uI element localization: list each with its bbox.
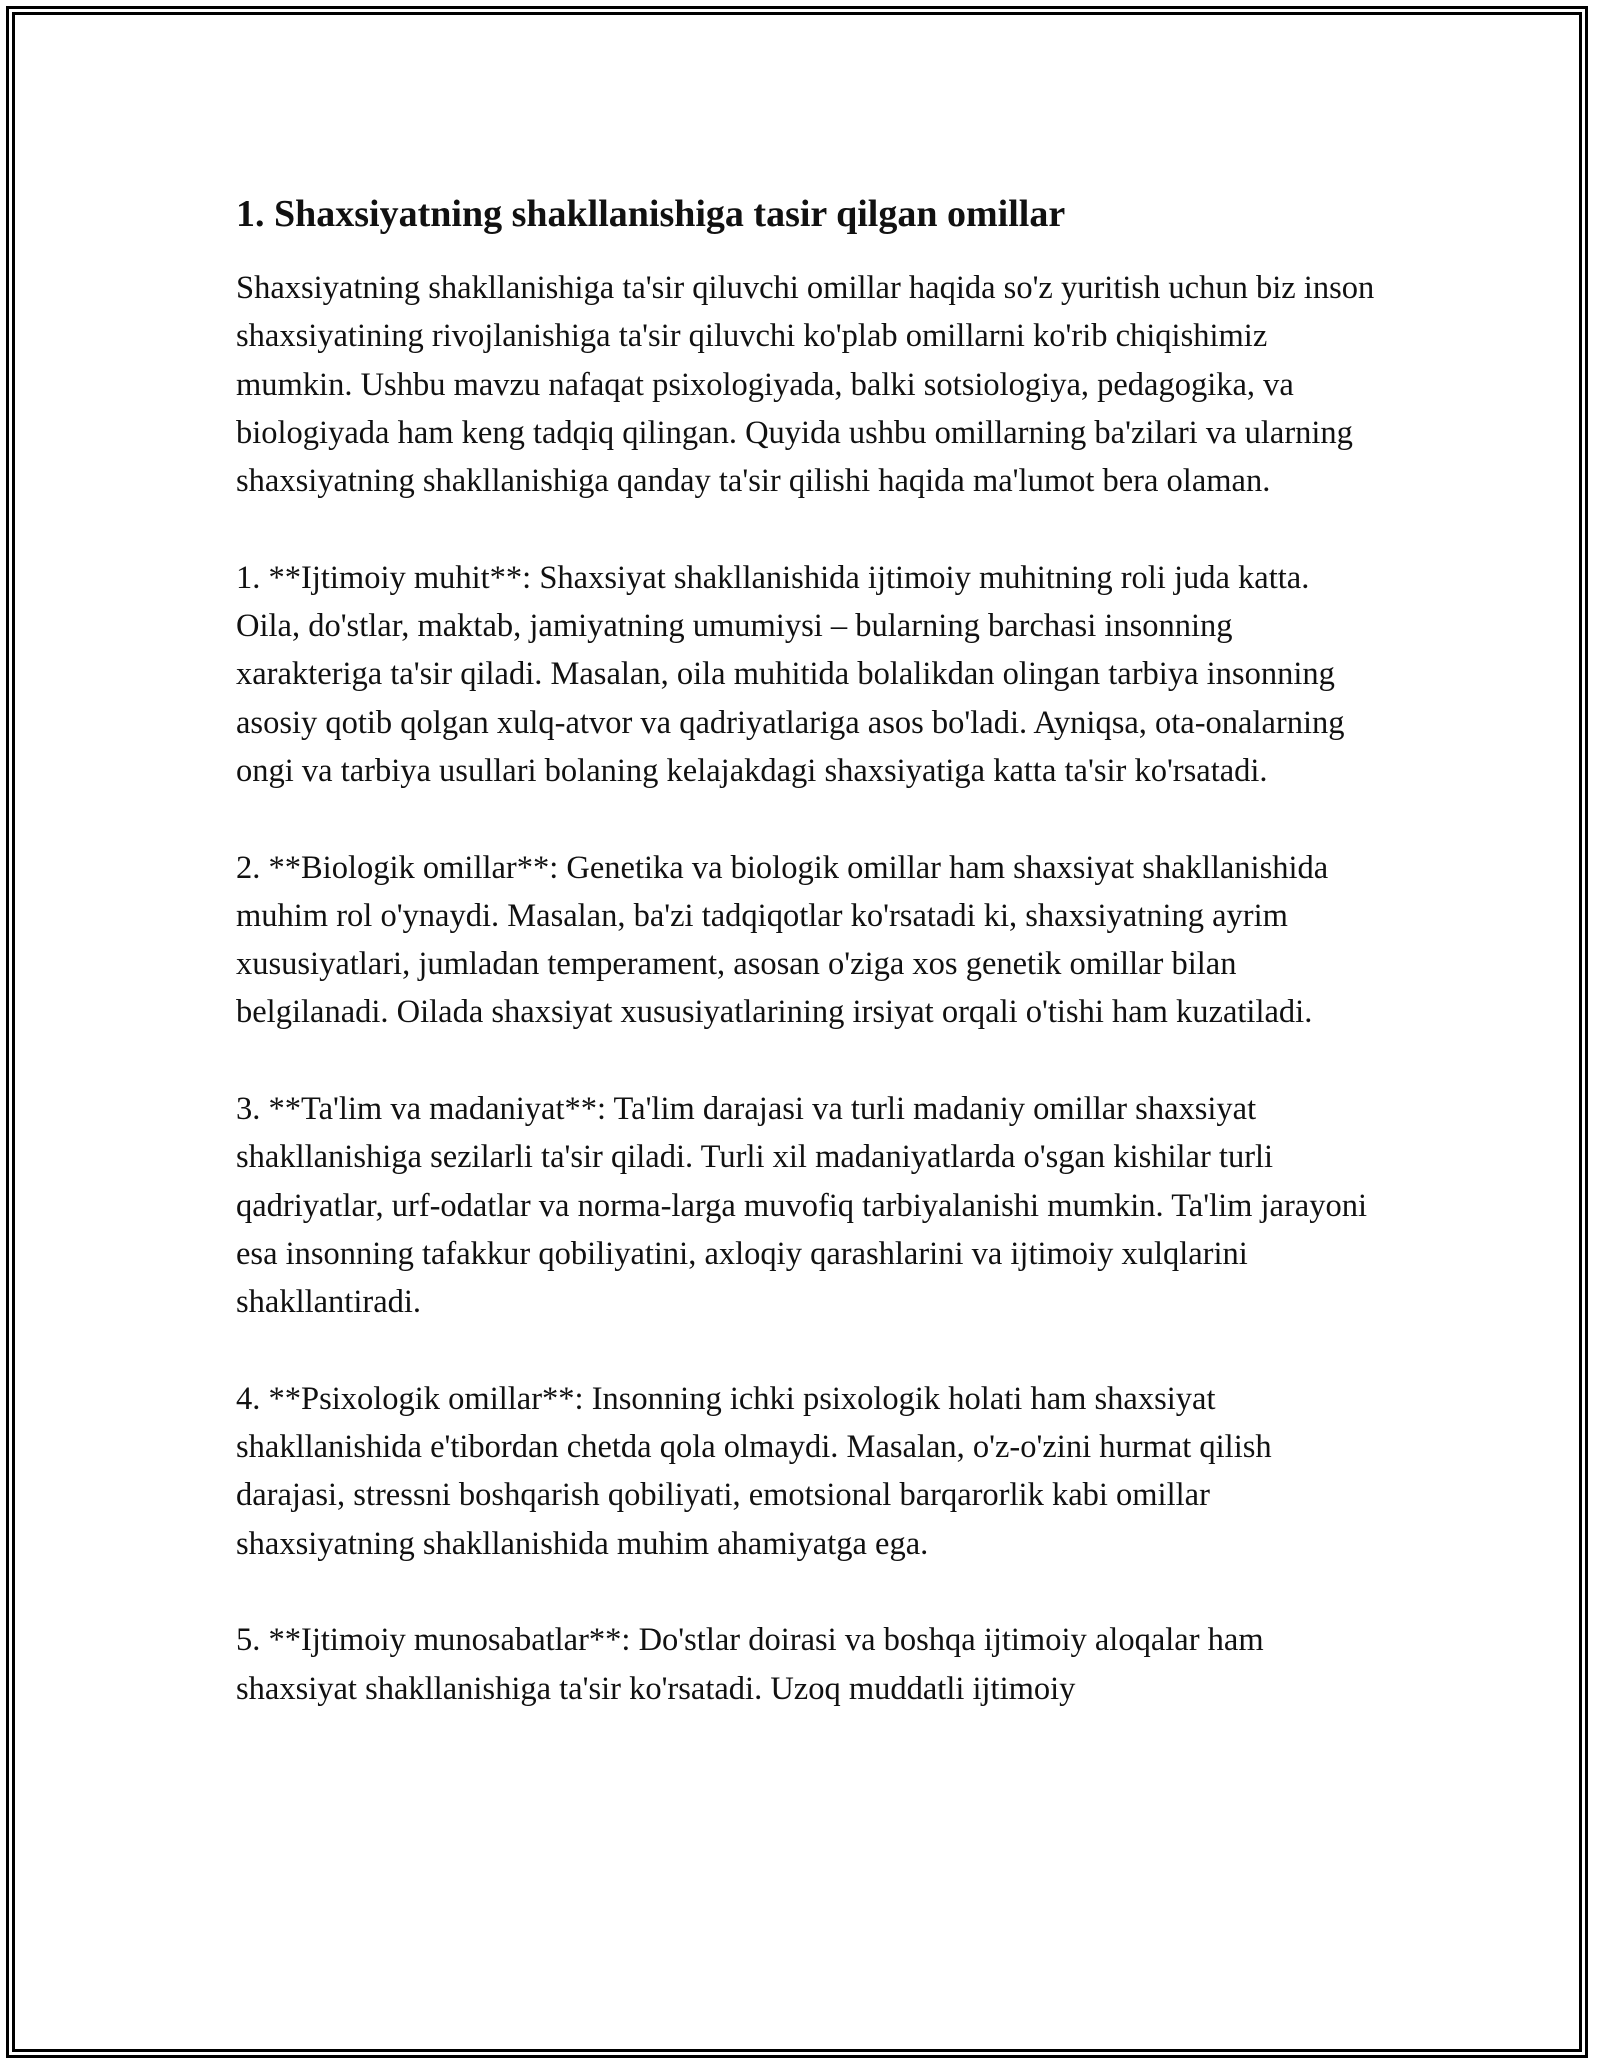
document-body — [236, 180, 1376, 1713]
paragraph-psixologik-omillar: 4. **Psixologik omillar**: Insonning ichki psixologik holati ham shaxsiyat shakllanishida e'tibordan chetda qola olmaydi. Masalan, o'z-o'zini hurmat qilish darajasi, stressni boshqarish qobiliyati, emotsional barqarorlik kabi omillar shaxsiyatning shakllanishida muhim ahamiyatga ega. — [236, 1380, 1272, 1562]
paragraph-ijtimoiy-munosabatlar: 5. **Ijtimoiy munosabatlar**: Do'stlar doirasi va boshqa ijtimoiy aloqalar ham shaxsiyat shakllanishiga ta'sir ko'rsatadi. Uzoq muddatli ijtimoiy — [236, 1622, 1264, 1707]
paragraph-talim-va-madaniyat: 3. **Ta'lim va madaniyat**: Ta'lim darajasi va turli madaniy omillar shaxsiyat shakllanishiga sezilarli ta'sir qiladi. Turli xil madaniyatlarda o'sgan kishilar turli qadriyatlar, urf-odatlar va norma-larga muvofiq tarbiyalanishi mumkin. Ta'lim jarayoni esa insonning tafakkur qobiliyatini, axloqiy qarashlarini va ijtimoiy xulqlarini shakllantiradi. — [236, 1091, 1368, 1321]
paragraph-ijtimoiy-muhit: 1. **Ijtimoiy muhit**: Shaxsiyat shakllanishida ijtimoiy muhitning roli juda katta. Oila, do'stlar, maktab, jamiyatning umumiysi – bularning barchasi insonning xarakteriga ta'sir qiladi. Masalan, oila muhitida bolalikdan olingan tarbiya insonning asosiy qotib qolgan xulq-atvor va qadriyatlariga asos bo'ladi. Ayniqsa, ota-onalarning ongi va tarbiya usullari bolaning kelajakdagi shaxsiyatiga katta ta'sir ko'rsatadi. — [236, 559, 1345, 789]
intro-paragraph: Shaxsiyatning shakllanishiga ta'sir qiluvchi omillar haqida so'z yuritish uchun biz inson shaxsiyatining rivojlanishiga ta'sir qiluvchi ko'plab omillarni ko'rib chiqishimiz mumkin. Ushbu mavzu nafaqat psixologiyada, balki sotsiologiya, pedagogika, va biologiyada ham keng tadqiq qilingan. Quyida ushbu omillarning ba'zilari va ularning shaxsiyatning shakllanishiga qanday ta'sir qilishi haqida ma'lumot bera olaman. — [236, 270, 1375, 500]
paragraph-biologik-omillar: 2. **Biologik omillar**: Genetika va biologik omillar ham shaxsiyat shakllanishida muhim rol o'ynaydi. Masalan, ba'zi tadqiqotlar ko'rsatadi ki, shaxsiyatning ayrim xususiyatlari, jumladan temperament, asosan o'ziga xos genetik omillar bilan belgilanadi. Oilada shaxsiyat xususiyatlarining irsiyat orqali o'tishi ham kuzatiladi. — [236, 849, 1329, 1031]
document-title: 1. Shaxsiyatning shakllanishiga tasir qilgan omillar — [236, 193, 1066, 235]
